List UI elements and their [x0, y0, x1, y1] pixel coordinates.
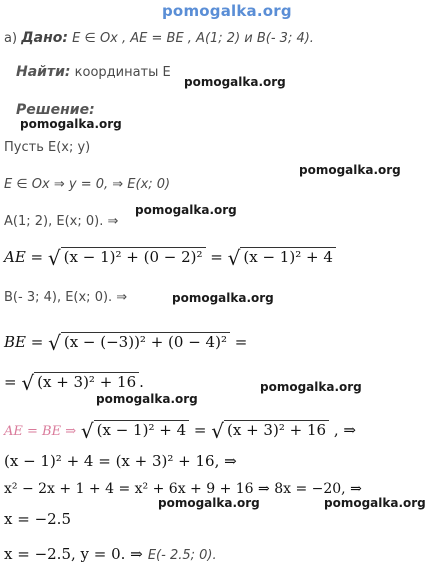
watermark: pomogalka.org	[135, 203, 237, 217]
given-line	[4, 30, 314, 46]
radicand: (x − 1)² + 4	[94, 420, 189, 439]
line-2: A(1; 2), E(x; 0). ⇒	[4, 214, 119, 229]
watermark: pomogalka.org	[324, 496, 426, 510]
line-11-a: x = −2.5, y = 0. ⇒	[4, 545, 143, 563]
watermark: pomogalka.org	[96, 392, 198, 406]
line-9: x² − 2x + 1 + 4 = x² + 6x + 9 + 16 ⇒ 8x = −20, ⇒	[4, 481, 362, 497]
line-7-left: AE = BE ⇒	[4, 424, 77, 439]
radicand: (x + 3)² + 16	[34, 372, 139, 391]
radicand: (x − 1)² + (0 − 2)²	[61, 247, 206, 266]
watermark: pomogalka.org	[184, 75, 286, 89]
line-3-left: AE =	[4, 248, 44, 266]
sqrt-ae-1: √ (x − 1)² + (0 − 2)²	[48, 246, 206, 270]
find-label: Найти:	[16, 64, 71, 80]
watermark: pomogalka.org	[299, 163, 401, 177]
line-5	[4, 331, 247, 355]
find-line	[16, 64, 171, 80]
watermark: pomogalka.org	[172, 291, 274, 305]
radicand: (x + 3)² + 16	[224, 420, 329, 439]
watermark: pomogalka.org	[158, 496, 260, 510]
line-3	[4, 246, 336, 270]
radicand: (x − (−3))² + (0 − 4)²	[61, 332, 230, 351]
sqrt-be-2: √ (x + 3)² + 16	[21, 371, 139, 395]
given-text: E ∈ Ox , AE = BE , A(1; 2) и B(- 3; 4).	[72, 31, 314, 46]
line-7	[4, 419, 356, 443]
given-prefix: а)	[4, 31, 18, 46]
let-line: Пусть E(x; y)	[4, 140, 91, 155]
line-8: (x − 1)² + 4 = (x + 3)² + 16, ⇒	[4, 452, 237, 470]
period: .	[139, 373, 144, 391]
line-5-left: BE =	[4, 333, 44, 351]
line-10: x = −2.5	[4, 510, 71, 528]
given-label: Дано:	[21, 30, 68, 46]
sqrt-ae-2: √ (x − 1)² + 4	[228, 246, 336, 270]
site-header[interactable]: pomogalka.org	[162, 2, 292, 20]
equals: =	[4, 373, 17, 391]
line-11	[4, 544, 217, 563]
line-7-end: , ⇒	[333, 421, 356, 439]
watermark: pomogalka.org	[260, 380, 362, 394]
line-4: B(- 3; 4), E(x; 0). ⇒	[4, 290, 128, 305]
sqrt-be-1: √ (x − (−3))² + (0 − 4)²	[48, 331, 230, 355]
sqrt-eq-1: √ (x − 1)² + 4	[81, 419, 189, 443]
equals: =	[210, 248, 223, 266]
line-1: E ∈ Ox ⇒ y = 0, ⇒ E(x; 0)	[4, 177, 171, 192]
watermark: pomogalka.org	[20, 117, 122, 131]
line-11-b: E(- 2.5; 0).	[147, 548, 217, 563]
radicand: (x − 1)² + 4	[240, 247, 335, 266]
find-text: координаты E	[74, 65, 171, 80]
sqrt-eq-2: √ (x + 3)² + 16	[211, 419, 329, 443]
equals: =	[234, 333, 248, 351]
solution-label: Решение:	[16, 102, 95, 118]
equals: =	[193, 421, 207, 439]
